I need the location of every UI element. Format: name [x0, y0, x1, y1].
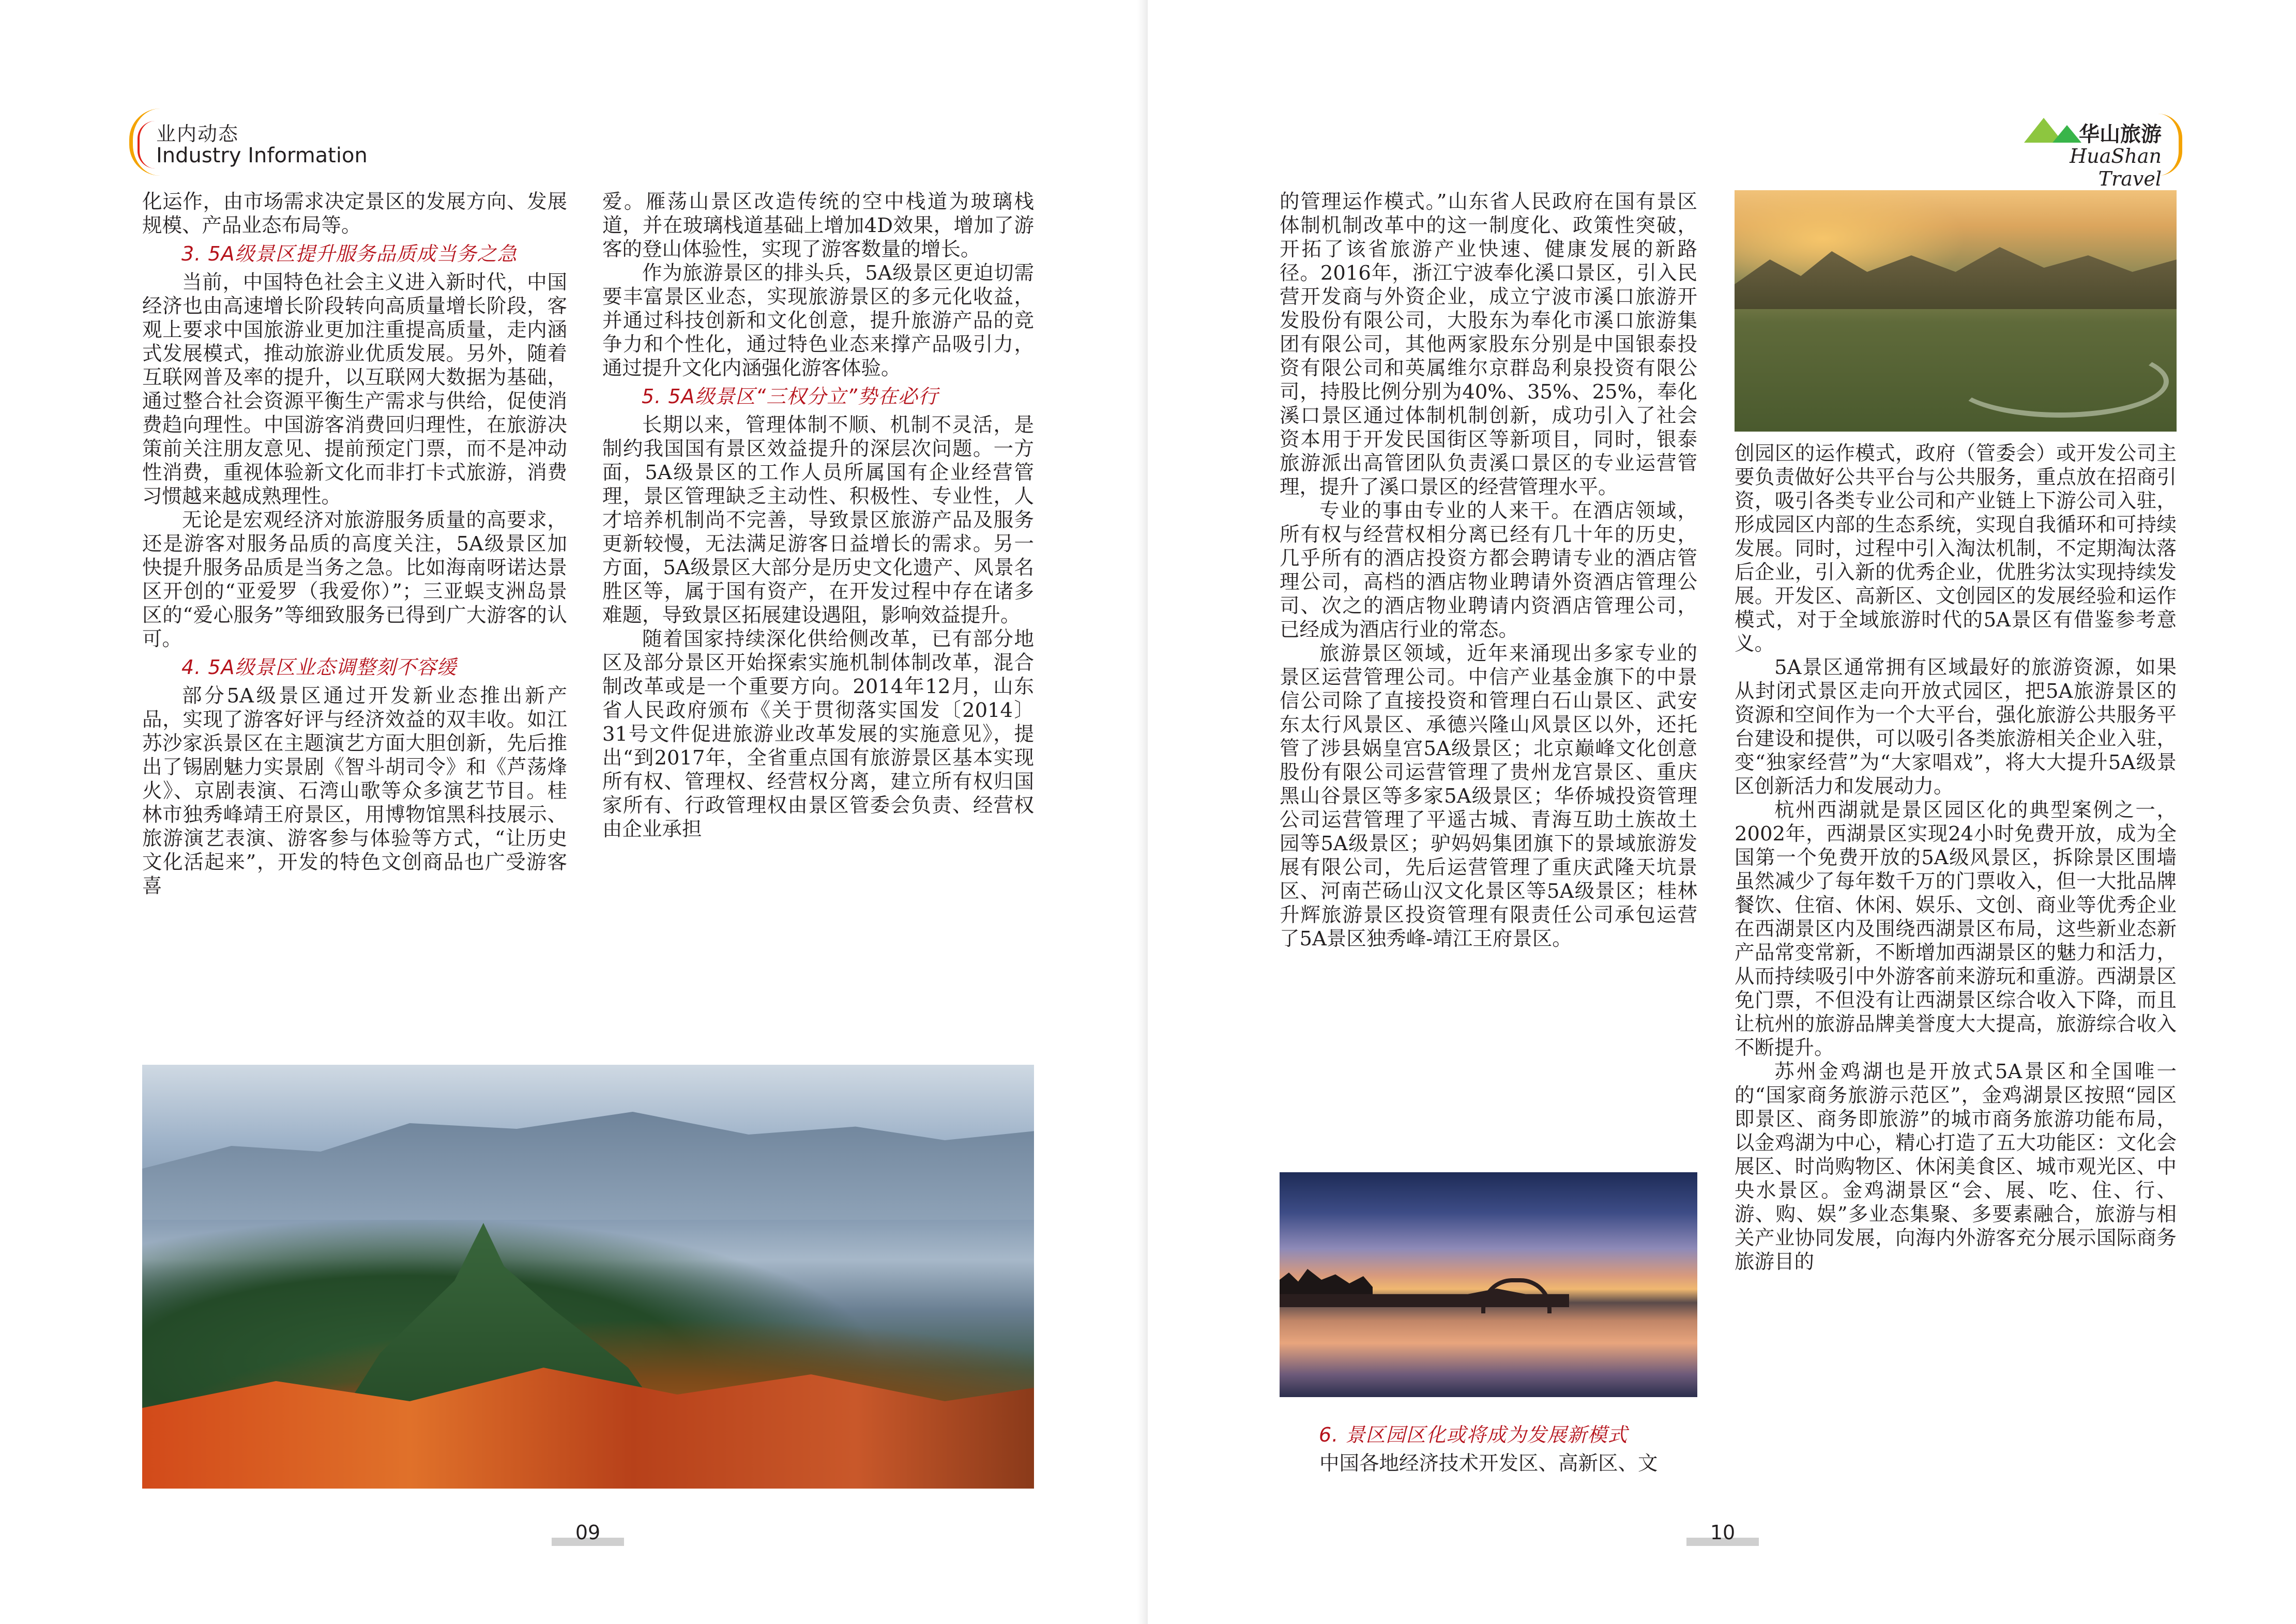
page-number-text: 09: [575, 1521, 601, 1544]
photo-karst-hills: [1735, 226, 2177, 309]
logo-arc-decoration: [2158, 114, 2182, 176]
paragraph: 部分5A级景区通过开发新业态推出新产品，实现了游客好评与经济效益的双丰收。如江苏沙家浜景区在主题演艺方面大胆创新，先后推出了锡剧魅力实景剧《智斗胡司令》和《芦荡烽火》、京剧表演、石湾山歌等众多演艺节目。桂林市独秀峰靖王府景区，用博物馆黑科技展示、旅游演艺表演、游客参与体验等方式，“让历史文化活起来”，开发的特色文创商品也广受游客喜: [142, 684, 567, 898]
paragraph: 作为旅游景区的排头兵，5A级景区更迫切需要丰富景区业态，实现旅游景区的多元化收益，并通过科技创新和文化创意，提升旅游产品的竞争力和个性化，通过特色业态来撑产品吸引力，通过提升文化内涵强化游客体验。: [602, 262, 1034, 380]
brand-logo: [2017, 114, 2182, 190]
right-column-1-lower: [1280, 1419, 1697, 1476]
paragraph: 长期以来，管理体制不顺、机制不灵活，是制约我国国有景区效益提升的深层次问题。一方面，5A级景区的工作人员所属国有企业经营管理，景区管理缺乏主动性、积极性、专业性，人才培养机制尚不完善，导致景区旅游产品及服务更新较慢，无法满足游客日益增长的需求。另一方面，5A级景区大部分是历史文化遗产、风景名胜区等，属于国有资产，在开发过程中存在诸多难题，导致景区拓展建设遇阻，影响效益提升。: [602, 413, 1034, 627]
paragraph: 苏州金鸡湖也是开放式5A景区和全国唯一的“国家商务旅游示范区”，金鸡湖景区按照“园区即景区、商务即旅游”的城市商务旅游功能布局，以金鸡湖为中心，精心打造了五大功能区：文化会展区、时尚购物区、休闲美食区、城市观光区、中央水景区。金鸡湖景区“会、展、吃、住、行、游、购、娱”多业态集聚、多要素融合，旅游与相关产业协同发展，向海内外游客充分展示国际商务旅游目的: [1735, 1060, 2177, 1274]
paragraph: 杭州西湖就是景区园区化的典型案例之一，2002年，西湖景区实现24小时免费开放，成为全国第一个免费开放的5A级风景区，拆除景区围墙虽然减少了每年数千万的门票收入，但一大批品牌餐饮、住宿、休闲、娱乐、文创、商业等优秀企业在西湖景区内及围绕西湖景区布局，这些新业态新产品常变常新，不断增加西湖景区的魅力和活力，从而持续吸引中外游客前来游玩和重游。西湖景区免门票，不但没有让西湖景区综合收入下降，而且让杭州的旅游品牌美誉度大大提高，旅游综合收入不断提升。: [1735, 799, 2177, 1060]
section-heading-3: 3. 5A级景区提升服务品质成当务之急: [181, 242, 518, 265]
paragraph: 旅游景区领域，近年来涌现出多家专业的景区运营管理公司。中信产业基金旗下的中景信公司除了直接投资和管理白石山景区、武安东太行风景区、承德兴隆山风景区以外，还托管了涉县娲皇宫5A级景区；北京巅峰文化创意股份有限公司运营管理了贵州龙宫景区、重庆黑山谷景区等多家5A级景区；华侨城投资管理公司运营管理了平遥古城、青海互助土族故土园等5A级景区；驴妈妈集团旗下的景域旅游发展有限公司，先后运营管理了重庆武隆天坑景区、河南芒砀山汉文化景区等5A级景区；桂林升辉旅游景区投资管理有限责任公司承包运营了5A景区独秀峰-靖江王府景区。: [1280, 642, 1697, 951]
logo-text-cn: 华山旅游: [2079, 122, 2162, 146]
paragraph: 的管理运作模式。”山东省人民政府在国有景区体制机制改革中的这一制度化、政策性突破，开拓了该省旅游产业快速、健康发展的新路径。2016年，浙江宁波奉化溪口景区，引入民营开发商与外资企业，成立宁波市溪口旅游开发股份有限公司，大股东为奉化市溪口旅游集团有限公司，其他两家股东分别是中国银泰投资有限公司和英属维尔京群岛利泉投资有限公司，持股比例分别为40%、35%、25%，奉化溪口景区通过体制机制创新，成功引入了社会资本用于开发民国街区等新项目，同时，银泰旅游派出高管团队负责溪口景区的专业运营管理，提升了溪口景区的经营管理水平。: [1280, 190, 1697, 499]
left-column-1: [142, 190, 567, 898]
paragraph: 创园区的运作模式，政府（管委会）或开发公司主要负责做好公共平台与公共服务，重点放在招商引资，吸引各类专业公司和产业链上下游公司入驻，形成园区内部的生态系统，实现自我循环和可持续发展。同时，过程中引入淘汰机制，不定期淘汰落后企业，引入新的优秀企业，优胜劣汰实现持续发展。开发区、高新区、文创园区的发展经验和运作模式，对于全域旅游时代的5A景区有借鉴参考意义。: [1735, 442, 2177, 655]
photo-river: [1952, 345, 2169, 418]
paragraph: 5A景区通常拥有区域最好的旅游资源，如果从封闭式景区走向开放式园区，把5A旅游景区的资源和空间作为一个大平台，强化旅游公共服务平台建设和提供，可以吸引各类旅游相关企业入驻，变“独家经营”为“大家唱戏”，将大大提升5A级景区创新活力和发展动力。: [1735, 656, 2177, 798]
bridge-sunset-photo: [1280, 1172, 1697, 1397]
left-page-number: [552, 1521, 624, 1544]
valley-sunrise-photo: [1735, 190, 2177, 432]
photo-mountain-range: [142, 1106, 1034, 1220]
paragraph: 随着国家持续深化供给侧改革，已有部分地区及部分景区开始探索实施机制体制改革，混合制改革或是一个重要方向。2014年12月，山东省人民政府颁布《关于贯彻落实国发〔2014〕31号文件促进旅游业改革发展的实施意见》，提出“到2017年，全省重点国有旅游景区基本实现所有权、管理权、经营权分离，建立所有权归国家所有、行政管理权由景区管委会负责、经营权由企业承担: [602, 627, 1034, 841]
right-column-1: [1280, 190, 1697, 951]
section-heading-4: 4. 5A级景区业态调整刻不容缓: [181, 656, 457, 679]
paragraph: 专业的事由专业的人来干。在酒店领域，所有权与经营权相分离已经有几十年的历史，几乎所有的酒店投资方都会聘请专业的酒店管理公司，高档的酒店物业聘请外资酒店管理公司、次之的酒店物业聘请内资酒店管理公司，已经成为酒店行业的常态。: [1280, 499, 1697, 641]
paragraph: 爱。雁荡山景区改造传统的空中栈道为玻璃栈道，并在玻璃栈道基础上增加4D效果，增加了游客的登山体验性，实现了游客数量的增长。: [602, 190, 1034, 261]
logo-text-en: HuaShan Travel: [2070, 145, 2162, 190]
section-heading-6: 6. 景区园区化或将成为发展新模式: [1319, 1423, 1628, 1446]
right-column-2: [1735, 442, 2177, 1274]
section-header: [129, 109, 388, 181]
section-title-en: Industry Information: [156, 144, 368, 167]
mountain-landscape-photo: [142, 1065, 1034, 1489]
paragraph: 无论是宏观经济对旅游服务质量的高要求，还是游客对服务品质的高度关注，5A级景区加快提升服务品质是当务之急。比如海南呀诺达景区开创的“亚爱罗（我爱你）”；三亚蜈支洲岛景区的“爱心服务”等细致服务已得到广大游客的认可。: [142, 509, 567, 651]
section-heading-5: 5. 5A级景区“三权分立”势在必行: [642, 385, 938, 408]
page-number-text: 10: [1710, 1521, 1736, 1544]
right-page-number: [1686, 1521, 1759, 1544]
paragraph: 中国各地经济技术开发区、高新区、文: [1319, 1452, 1658, 1475]
photo-bridge-arch: [1481, 1278, 1552, 1313]
paragraph: 化运作，由市场需求决定景区的发展方向、发展规模、产品业态布局等。: [142, 190, 567, 237]
paragraph: 当前，中国特色社会主义进入新时代，中国经济也由高速增长阶段转向高质量增长阶段，客观上要求中国旅游业更加注重提高质量，走内涵式发展模式，推动旅游业优质发展。另外，随着互联网普及率的提升，以互联网大数据为基础，通过整合社会资源平衡生产需求与供给，促使消费趋向理性。中国游客消费回归理性，在旅游决策前关注朋友意见、提前预定门票，而不是冲动性消费，重视体验新文化而非打卡式旅游，消费习惯越来越成熟理性。: [142, 271, 567, 508]
logo-mountain-secondary-icon: [2052, 125, 2081, 143]
section-title-cn: 业内动态: [156, 122, 239, 145]
left-column-2: [602, 190, 1034, 841]
